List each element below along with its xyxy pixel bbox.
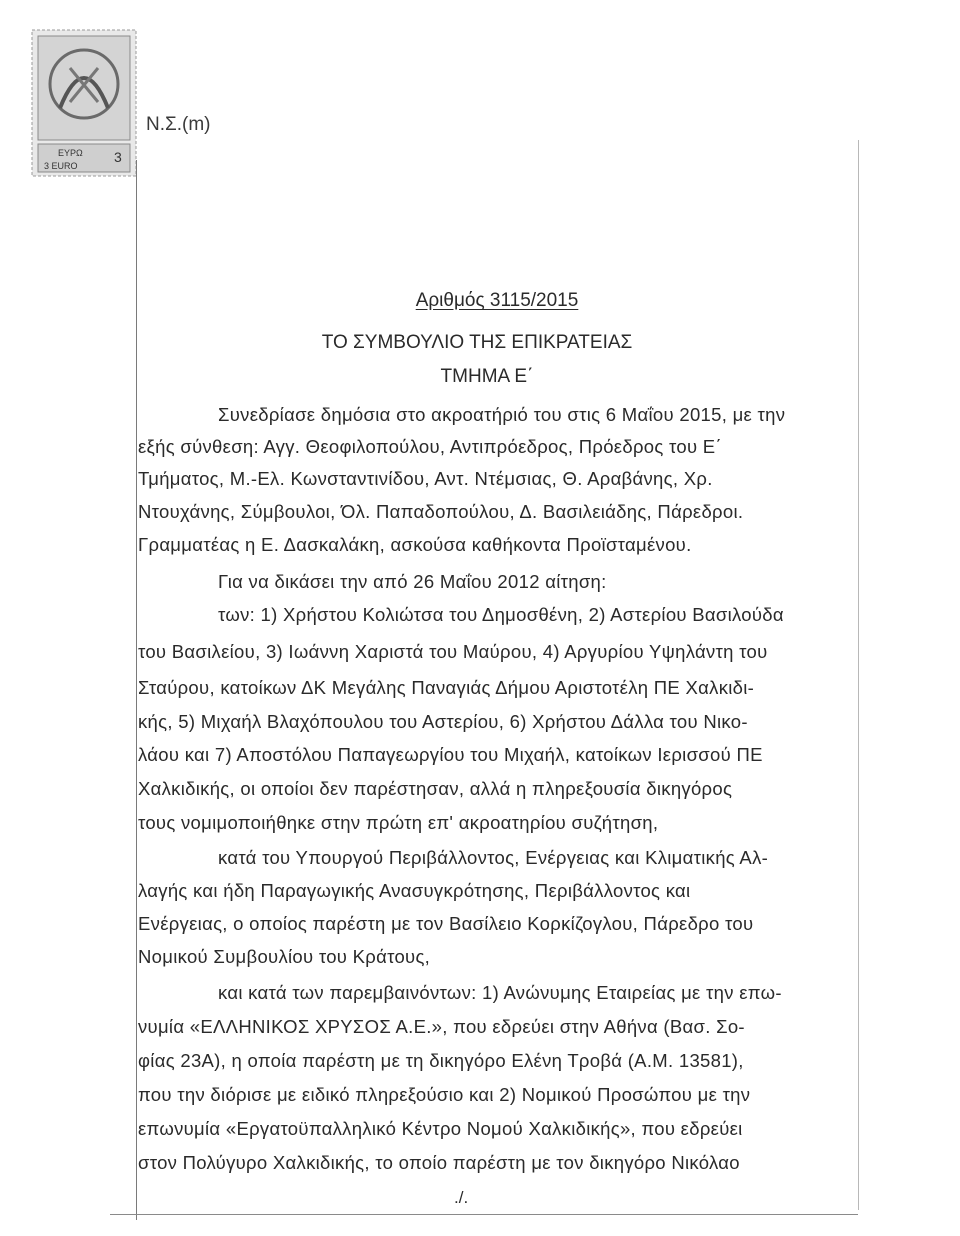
body-line: λάου και 7) Αποστόλου Παπαγεωργίου του Μιχαήλ, κατοίκων Ιερισσού ΠΕ (138, 744, 763, 765)
body-line: Νομικού Συμβουλίου του Κράτους, (138, 946, 431, 967)
body-line: που την διόρισε με ειδικό πληρεξούσιο και 2) Νομικού Προσώπου με την (138, 1084, 751, 1105)
right-margin-rule (858, 140, 859, 1210)
stamp-text-line1: ΕΥΡΩ (58, 148, 83, 158)
body-line: λαγής και ήδη Παραγωγικής Ανασυγκρότησης, Περιβάλλοντος και (138, 880, 691, 901)
body-line: Χαλκιδικής, οι οποίοι δεν παρέστησαν, αλλά η πληρεξουσία δικηγόρος (138, 778, 733, 799)
body-line: και κατά των παρεμβαινόντων: 1) Ανώνυμης Εταιρείας με την επω- (218, 982, 782, 1003)
body-line: νυμία «ΕΛΛΗΝΙΚΟΣ ΧΡΥΣΟΣ Α.Ε.», που εδρεύει στην Αθήνα (Βασ. Σο- (138, 1016, 745, 1037)
bottom-rule (110, 1214, 858, 1215)
stamp-text-line3: 3 EURO (44, 161, 78, 171)
section-name: ΤΜΗΜΑ Ε΄ (440, 366, 534, 387)
body-line: φίας 23Α), η οποία παρέστη με τη δικηγόρο Ελένη Τροβά (Α.Μ. 13581), (138, 1050, 744, 1071)
body-line: Γραμματέας η Ε. Δασκαλάκη, ασκούσα καθήκοντα Προϊσταμένου. (138, 534, 692, 555)
body-line: του Βασιλείου, 3) Ιωάννη Χαριστά του Μαύρου, 4) Αργυρίου Υψηλάντη του (138, 641, 768, 662)
body-line: Ντουχάνης, Σύμβουλοι, Όλ. Παπαδοπούλου, Δ. Βασιλειάδης, Πάρεδροι. (138, 501, 744, 522)
revenue-stamp-image (30, 28, 138, 178)
stamp-text-line2: 3 (114, 149, 122, 165)
body-line: Σταύρου, κατοίκων ΔΚ Μεγάλης Παναγιάς Δήμου Αριστοτέλη ΠΕ Χαλκιδι- (138, 677, 755, 698)
left-margin-rule (136, 160, 137, 1220)
body-line: κής, 5) Μιχαήλ Βλαχόπουλου του Αστερίου, 6) Χρήστου Δάλλα του Νικο- (138, 711, 748, 732)
continuation-mark: ./. (454, 1188, 469, 1207)
body-line: Τμήματος, Μ.-Ελ. Κωνσταντινίδου, Αντ. Ντέμσιας, Θ. Αραβάνης, Χρ. (138, 468, 713, 489)
decision-number: Αριθμός 3115/2015 (415, 290, 579, 311)
document-reference: Ν.Σ.(m) (146, 114, 211, 135)
body-line: Για να δικάσει την από 26 Μαΐου 2012 αίτηση: (218, 571, 607, 592)
body-line: στον Πολύγυρο Χαλκιδικής, το οποίο παρέστη με τον δικηγόρο Νικόλαο (138, 1152, 740, 1173)
court-name: ΤΟ ΣΥΜΒΟΥΛΙΟ ΤΗΣ ΕΠΙΚΡΑΤΕΙΑΣ (321, 332, 633, 353)
body-line: εξής σύνθεση: Αγγ. Θεοφιλοπούλου, Αντιπρόεδρος, Πρόεδρος του Ε΄ (138, 436, 722, 457)
body-line: τους νομιμοποιήθηκε στην πρώτη επ' ακροατηρίου συζήτηση, (138, 812, 659, 833)
body-line: των: 1) Χρήστου Κολιώτσα του Δημοσθένη, 2) Αστερίου Βασιλούδα (218, 604, 784, 625)
body-line: Συνεδρίασε δημόσια στο ακροατήριό του στις 6 Μαΐου 2015, με την (218, 404, 786, 425)
body-line: Ενέργειας, ο οποίος παρέστη με τον Βασίλειο Κορκίζογλου, Πάρεδρο του (138, 913, 754, 934)
body-line: επωνυμία «Εργατοϋπαλληλικό Κέντρο Νομού Χαλκιδικής», που εδρεύει (138, 1118, 743, 1139)
body-line: κατά του Υπουργού Περιβάλλοντος, Ενέργειας και Κλιματικής Αλ- (218, 847, 769, 868)
